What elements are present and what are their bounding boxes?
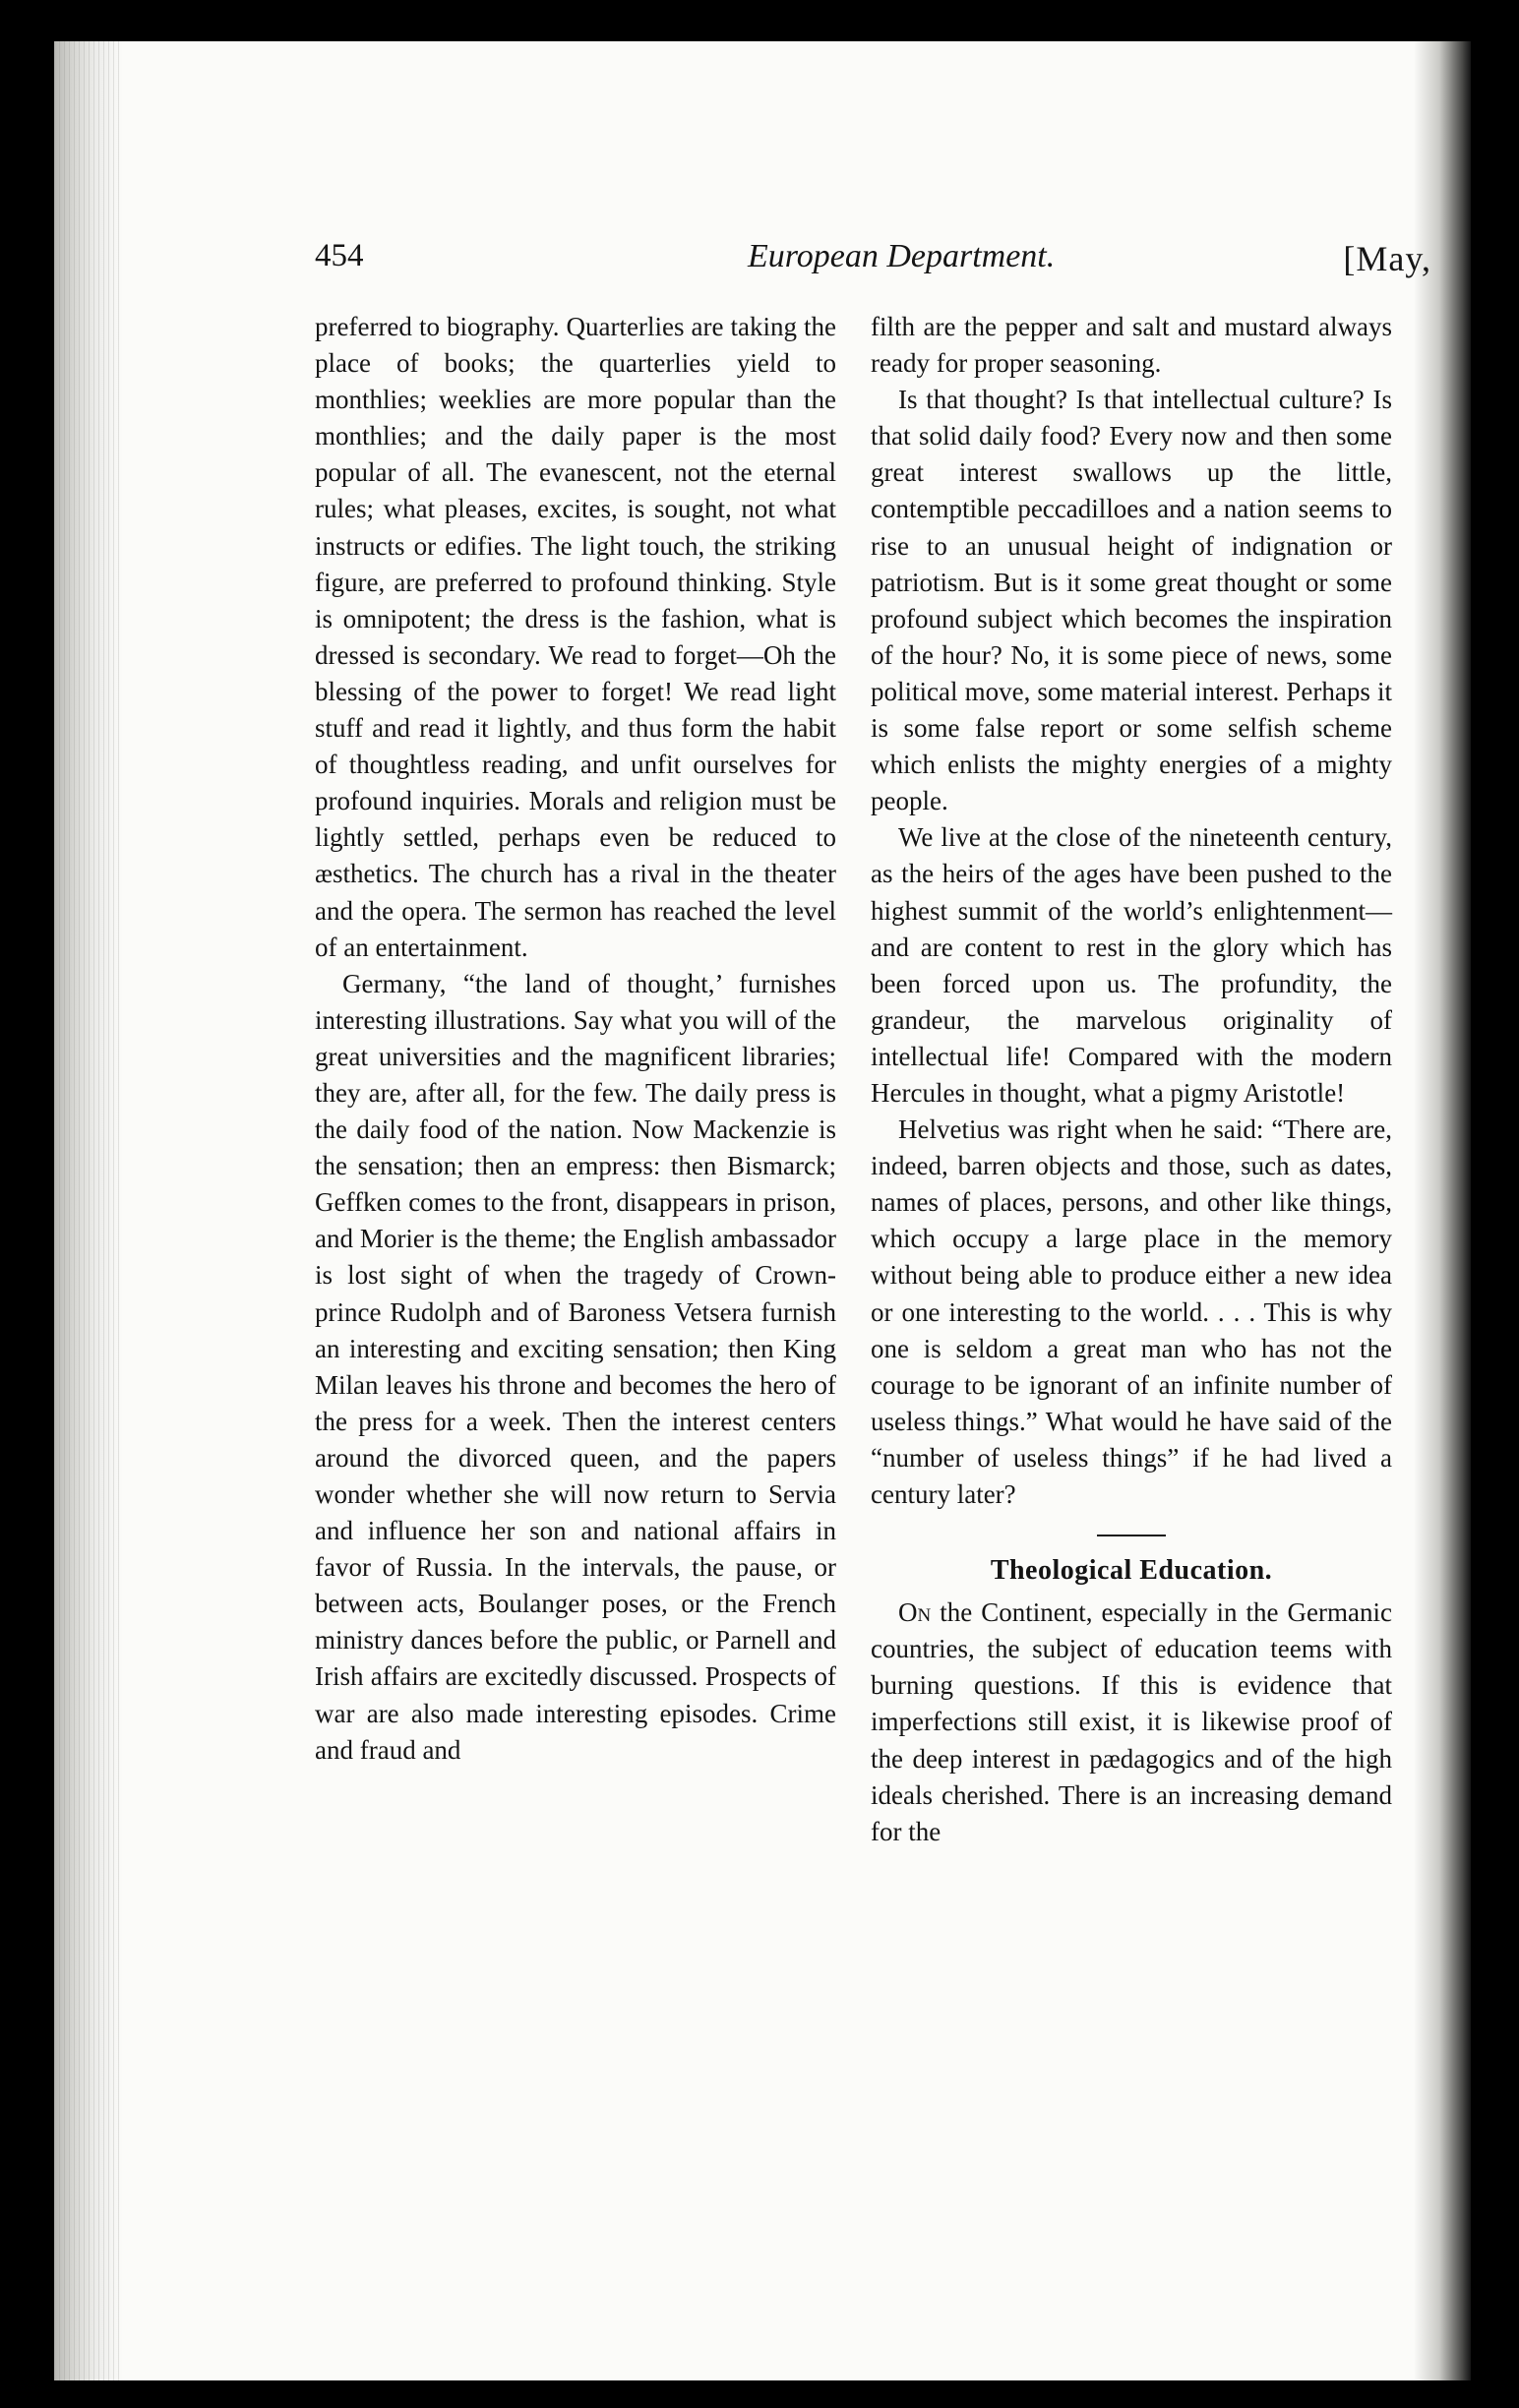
running-head xyxy=(315,238,1431,297)
section-heading: Theological Education. xyxy=(990,1555,1273,1587)
paragraph-text: the Continent, especially in the Germanic countries, the subject of education teems with burning questions. If this is evidence that imperfections still exist, it is likewise proof of the deep interest in pædagogics and of the high ideals cherished. There is an increasing demand for the xyxy=(871,1597,1392,1846)
book-page xyxy=(54,41,1471,2380)
paragraph: We live at the close of the nineteenth century, as the heirs of the ages have been pushed to the highest summit of the world’s enlightenment—and are content to rest in the glory which has been forced upon us. The profundity, the grandeur, the marvelous originality of intellectual life! Compared with the modern Hercules in thought, what a pigmy Aristotle! xyxy=(871,822,1392,1108)
spine-shadow xyxy=(1414,41,1471,2380)
page-gutter-edge xyxy=(54,41,123,2380)
paragraph: Is that thought? Is that intellectual culture? Is that solid daily food? Every now and then some great interest swallows up the little, contemptible peccadilloes and a nation seems to rise to an unusual height of indignation or patriotism. But is it some great thought or some profound subject which becomes the inspiration of the hour? No, it is some piece of news, some political move, some material interest. Perhaps it is some false report or some selfish scheme which enlists the mighty energies of a mighty people. xyxy=(871,385,1392,816)
left-column xyxy=(315,309,836,1769)
right-column xyxy=(871,309,1392,1850)
paragraph: Helvetius was right when he said: “There are, indeed, barren objects and those, such as dates, names of places, persons, and other like things, which occupy a large place in the memory without being able to produce either a new idea or one interesting to the world. . . . This is why one is seldom a great man who has not the courage to be ignorant of an infinite number of useless things.” What would he have said of the “number of useless things” if he had lived a century later? xyxy=(871,1114,1392,1509)
lead-word: On xyxy=(898,1597,932,1628)
paragraph xyxy=(871,1595,1392,1850)
paragraph: preferred to biography. Quarterlies are taking the place of books; the quarterlies yield to monthlies; weeklies are more popular than the monthlies; and the daily paper is the most popular of all. The evanescent, not the eternal rules; what pleases, excites, is sought, not what instructs or edifies. The light touch, the striking figure, are preferred to profound thinking. Style is omnipotent; the dress is the fashion, what is dressed is secondary. We read to forget—Oh the blessing of the power to forget! We read light stuff and read it lightly, and thus form the habit of thoughtless reading, and unfit ourselves for profound inquiries. Morals and religion must be lightly settled, perhaps even be reduced to æsthetics. The church has a rival in the theater and the opera. The sermon has reached the level of an entertainment. xyxy=(315,312,836,962)
running-month: [May, xyxy=(1343,239,1431,278)
running-title: European Department. xyxy=(748,238,1056,274)
paragraph: Germany, “the land of thought,’ furnishes interesting illustrations. Say what you will of the great universities and the magnificent libraries; they are, after all, for the few. The daily press is the daily food of the nation. Now Mackenzie is the sensation; then an empress: then Bismarck; Geffken comes to the front, disappears in prison, and Morier is the theme; the English ambassador is lost sight of when the tragedy of Crown-prince Rudolph and of Baroness Vetsera furnish an interesting and exciting sensation; then King Milan leaves his throne and becomes the hero of the press for a week. Then the interest centers around the divorced queen, and the papers wonder whether she will now return to Servia and influence her son and national affairs in favor of Russia. In the intervals, the pause, or between acts, Boulanger poses, or the French ministry dances before the public, or Parnell and Irish affairs are excitedly discussed. Prospects of war are also made interesting episodes. Crime and fraud and xyxy=(315,968,836,1765)
section-divider xyxy=(1097,1535,1166,1536)
page-number: 454 xyxy=(315,238,364,273)
paragraph: filth are the pepper and salt and mustard always ready for proper seasoning. xyxy=(871,312,1392,379)
